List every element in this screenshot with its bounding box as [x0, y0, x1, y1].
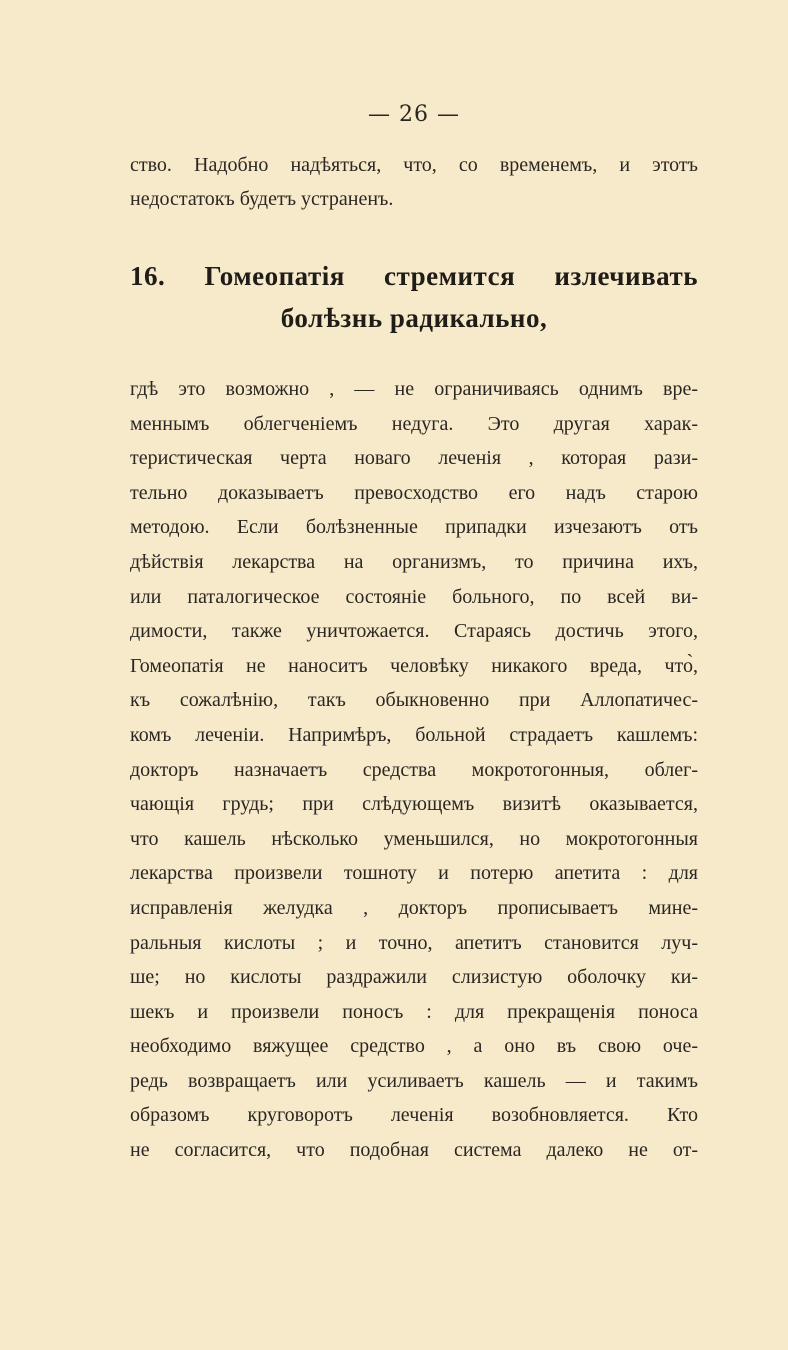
section-heading [130, 255, 698, 339]
text-line: гдѣ это возможно , — не ограничиваясь однимъ вре- [130, 378, 698, 400]
text-line: ральныя кислоты ; и точно, апетитъ становится луч- [130, 931, 698, 954]
body-paragraph [130, 372, 698, 1168]
text-line: докторъ назначаетъ средства мокротогонныя, облег- [130, 758, 698, 781]
page-number: — 26 — [368, 102, 460, 127]
text-line: димости, также уничтожается. Стараясь достичь этого, [130, 620, 698, 643]
text-line: не согласится, что подобная система далеко не от- [130, 1139, 698, 1162]
text-line: методою. Если болѣзненные припадки изчезаютъ отъ [130, 516, 698, 539]
text-line: что кашель нѣсколько уменьшился, но мокротогонныя [130, 827, 698, 850]
text-line: чающія грудь; при слѣдующемъ визитѣ оказывается, [130, 793, 698, 816]
text-line: меннымъ облегченіемъ недуга. Это другая харак- [130, 412, 698, 435]
text-line: тельно доказываетъ превосходство его надъ старою [130, 481, 698, 504]
text-line: ше; но кислоты раздражили слизистую оболочку ки- [130, 966, 698, 989]
text-line: исправленія желудка , докторъ прописываетъ мине- [130, 896, 698, 919]
text-line: дѣйствія лекарства на организмъ, то причина ихъ, [130, 550, 698, 573]
text-line: лекарства произвели тошноту и потерю апетита : для [130, 862, 698, 885]
text-line: недостатокъ будетъ устраненъ. [130, 188, 394, 210]
text-line: къ сожалѣнію, такъ обыкновенно при Аллопатичес- [130, 689, 698, 712]
text-line: теристическая черта новаго леченія , которая рази- [130, 447, 698, 470]
text-line: шекъ и произвели поносъ : для прекращенія поноса [130, 1000, 698, 1023]
text-line: образомъ круговоротъ леченія возобновляется. Кто [130, 1104, 698, 1127]
text-line: ство. Надобно надѣяться, что, со временемъ, и этотъ [130, 154, 698, 176]
intro-paragraph [130, 148, 698, 216]
text-line: необходимо вяжущее средство , а оно въ свою оче- [130, 1035, 698, 1058]
text-line: редь возвращаетъ или усиливаетъ кашель — и такимъ [130, 1069, 698, 1092]
text-line: или паталогическое состояніе больного, по всей ви- [130, 585, 698, 608]
heading-line-1: 16. Гомеопатія стремится излечивать [130, 261, 698, 291]
text-line: комъ леченіи. Напримѣръ, больной страдаетъ кашлемъ: [130, 723, 698, 746]
text-line: Гомеопатія не наноситъ человѣку никакого вреда, что̀, [130, 654, 698, 677]
heading-line-2: болѣзнь радикально, [280, 303, 548, 333]
